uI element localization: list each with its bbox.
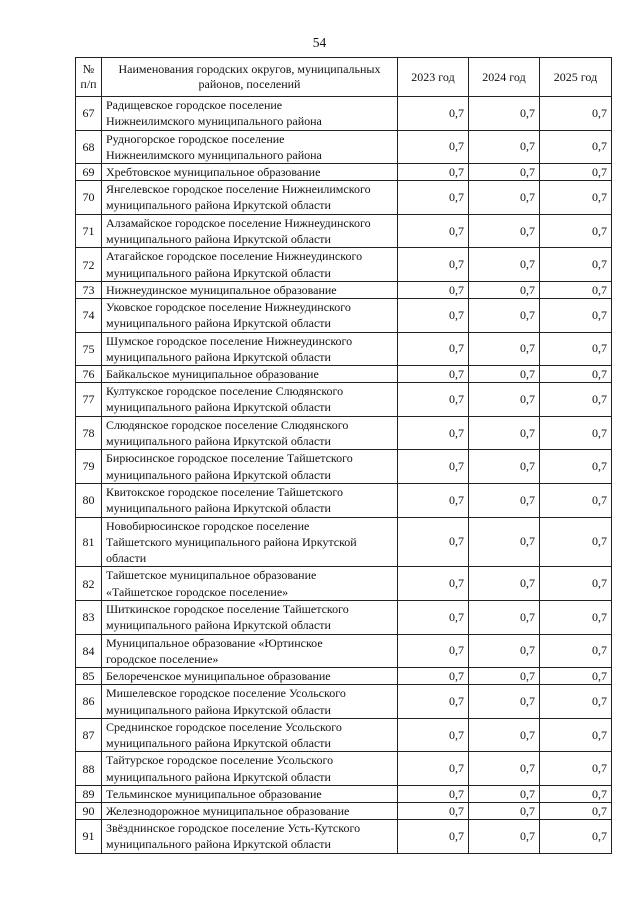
row-value-2024: 0,7	[469, 785, 540, 802]
row-value-2024: 0,7	[469, 517, 540, 567]
row-value-2023: 0,7	[398, 668, 469, 685]
row-value-2023: 0,7	[398, 567, 469, 601]
table-header-row	[76, 58, 612, 97]
row-name-line: Уковское городское поселение Нижнеудинского	[106, 299, 351, 314]
table-row	[76, 567, 612, 601]
row-name-line: Среднинское городское поселение Усольского	[106, 719, 342, 734]
row-name	[102, 298, 398, 332]
row-number: 87	[76, 718, 102, 752]
row-value-2025: 0,7	[540, 685, 612, 719]
row-name-line: Новобирюсинское городское поселение	[106, 518, 310, 533]
row-number: 75	[76, 332, 102, 366]
row-name-line: муниципального района Иркутской области	[106, 232, 331, 247]
row-value-2025: 0,7	[540, 517, 612, 567]
row-value-2025: 0,7	[540, 181, 612, 215]
row-value-2023: 0,7	[398, 164, 469, 181]
table-row	[76, 248, 612, 282]
row-name	[102, 130, 398, 164]
row-value-2024: 0,7	[469, 248, 540, 282]
row-number: 81	[76, 517, 102, 567]
row-value-2023: 0,7	[398, 332, 469, 366]
row-value-2023: 0,7	[398, 517, 469, 567]
row-value-2023: 0,7	[398, 718, 469, 752]
row-name-line: Байкальское муниципальное образование	[106, 367, 319, 382]
row-value-2025: 0,7	[540, 567, 612, 601]
table-row	[76, 802, 612, 819]
table-body	[76, 97, 612, 854]
row-value-2023: 0,7	[398, 752, 469, 786]
row-name-line: Янгелевское городское поселение Нижнеилимского	[106, 182, 371, 197]
row-value-2025: 0,7	[540, 383, 612, 417]
row-name	[102, 634, 398, 668]
row-value-2024: 0,7	[469, 450, 540, 484]
header-name-line: районов, поселений	[198, 77, 301, 91]
row-name-line: муниципального района Иркутской области	[106, 467, 331, 482]
row-name-line: Мишелевское городское поселение Усольского	[106, 686, 346, 701]
row-value-2025: 0,7	[540, 332, 612, 366]
row-value-2025: 0,7	[540, 668, 612, 685]
row-number: 73	[76, 281, 102, 298]
row-name-line: Култукское городское поселение Слюдянского	[106, 384, 344, 399]
row-value-2023: 0,7	[398, 416, 469, 450]
table-row	[76, 785, 612, 802]
row-name-line: Звёзднинское городское поселение Усть-Кутского	[106, 820, 361, 835]
row-number: 91	[76, 819, 102, 853]
row-number: 84	[76, 634, 102, 668]
row-value-2025: 0,7	[540, 450, 612, 484]
row-value-2023: 0,7	[398, 785, 469, 802]
row-name-line: Белореченское муниципальное образование	[106, 669, 331, 684]
row-name-line: муниципального района Иркутской области	[106, 400, 331, 415]
row-name-line: Нижнеудинское муниципальное образование	[106, 282, 337, 297]
row-name-line: муниципального района Иркутской области	[106, 316, 331, 331]
row-number: 69	[76, 164, 102, 181]
row-value-2023: 0,7	[398, 483, 469, 517]
table-row	[76, 332, 612, 366]
row-name-line: области	[106, 551, 147, 566]
row-number: 72	[76, 248, 102, 282]
row-number: 77	[76, 383, 102, 417]
row-name-line: Рудногорское городское поселение	[106, 131, 285, 146]
row-name-line: Атагайское городское поселение Нижнеудинского	[106, 249, 363, 264]
row-value-2024: 0,7	[469, 130, 540, 164]
row-number: 70	[76, 181, 102, 215]
row-value-2025: 0,7	[540, 281, 612, 298]
row-name	[102, 483, 398, 517]
table-row	[76, 416, 612, 450]
table-row	[76, 718, 612, 752]
row-number: 67	[76, 97, 102, 131]
row-value-2023: 0,7	[398, 819, 469, 853]
row-number: 88	[76, 752, 102, 786]
row-number: 90	[76, 802, 102, 819]
row-name-line: Тайшетского муниципального района Иркутской	[106, 534, 357, 549]
row-value-2024: 0,7	[469, 718, 540, 752]
row-name	[102, 601, 398, 635]
row-name-line: Шумское городское поселение Нижнеудинского	[106, 333, 353, 348]
table-row	[76, 298, 612, 332]
row-value-2024: 0,7	[469, 214, 540, 248]
table-row	[76, 130, 612, 164]
row-value-2024: 0,7	[469, 366, 540, 383]
table-row	[76, 752, 612, 786]
row-value-2025: 0,7	[540, 214, 612, 248]
row-value-2023: 0,7	[398, 685, 469, 719]
row-value-2025: 0,7	[540, 483, 612, 517]
row-name-line: Нижнеилимского муниципального района	[106, 147, 322, 162]
row-name-line: муниципального района Иркутской области	[106, 501, 331, 516]
row-value-2025: 0,7	[540, 718, 612, 752]
row-name-line: муниципального района Иркутской области	[106, 702, 331, 717]
row-value-2024: 0,7	[469, 416, 540, 450]
row-number: 71	[76, 214, 102, 248]
row-name	[102, 685, 398, 719]
row-value-2023: 0,7	[398, 130, 469, 164]
row-number: 85	[76, 668, 102, 685]
row-name-line: муниципального района Иркутской области	[106, 618, 331, 633]
row-value-2024: 0,7	[469, 601, 540, 635]
table-row	[76, 164, 612, 181]
row-value-2025: 0,7	[540, 802, 612, 819]
row-value-2025: 0,7	[540, 248, 612, 282]
row-name	[102, 819, 398, 853]
row-name-line: Шиткинское городское поселение Тайшетского	[106, 602, 349, 617]
row-number: 80	[76, 483, 102, 517]
row-name	[102, 164, 398, 181]
row-name-line: муниципального района Иркутской области	[106, 769, 331, 784]
row-name	[102, 97, 398, 131]
row-name-line: Нижнеилимского муниципального района	[106, 114, 322, 129]
header-2024: 2024 год	[469, 58, 540, 97]
row-name	[102, 718, 398, 752]
row-name-line: городское поселение»	[106, 651, 219, 666]
row-name	[102, 383, 398, 417]
row-name-line: Алзамайское городское поселение Нижнеудинского	[106, 215, 371, 230]
row-name	[102, 517, 398, 567]
row-value-2025: 0,7	[540, 752, 612, 786]
row-number: 74	[76, 298, 102, 332]
row-value-2025: 0,7	[540, 416, 612, 450]
table-row	[76, 668, 612, 685]
row-value-2024: 0,7	[469, 752, 540, 786]
row-name-line: Тайтурское городское поселение Усольского	[106, 753, 334, 768]
row-value-2024: 0,7	[469, 634, 540, 668]
row-name-line: муниципального района Иркутской области	[106, 434, 331, 449]
row-name-line: Тельминское муниципальное образование	[106, 786, 322, 801]
row-name-line: Хребтовское муниципальное образование	[106, 165, 321, 180]
table-row	[76, 685, 612, 719]
row-value-2023: 0,7	[398, 634, 469, 668]
row-value-2023: 0,7	[398, 450, 469, 484]
row-number: 68	[76, 130, 102, 164]
row-value-2023: 0,7	[398, 214, 469, 248]
row-value-2024: 0,7	[469, 802, 540, 819]
header-2025: 2025 год	[540, 58, 612, 97]
table-row	[76, 281, 612, 298]
table-row	[76, 483, 612, 517]
row-name	[102, 802, 398, 819]
row-name	[102, 332, 398, 366]
header-name	[102, 58, 398, 97]
table-row	[76, 366, 612, 383]
row-value-2024: 0,7	[469, 298, 540, 332]
row-value-2023: 0,7	[398, 248, 469, 282]
header-num-line: №	[82, 62, 95, 76]
row-value-2025: 0,7	[540, 130, 612, 164]
row-value-2024: 0,7	[469, 383, 540, 417]
row-value-2025: 0,7	[540, 97, 612, 131]
row-name-line: Муниципальное образование «Юртинское	[106, 635, 323, 650]
row-value-2024: 0,7	[469, 567, 540, 601]
row-name	[102, 214, 398, 248]
row-name	[102, 281, 398, 298]
row-value-2023: 0,7	[398, 366, 469, 383]
row-number: 76	[76, 366, 102, 383]
row-name-line: Слюдянское городское поселение Слюдянского	[106, 417, 349, 432]
row-name-line: Бирюсинское городское поселение Тайшетского	[106, 451, 353, 466]
row-value-2023: 0,7	[398, 383, 469, 417]
table-row	[76, 601, 612, 635]
table-row	[76, 181, 612, 215]
row-number: 86	[76, 685, 102, 719]
row-name-line: Радищевское городское поселение	[106, 98, 283, 112]
row-name	[102, 752, 398, 786]
table-row	[76, 819, 612, 853]
row-value-2023: 0,7	[398, 181, 469, 215]
row-value-2024: 0,7	[469, 181, 540, 215]
table-row	[76, 383, 612, 417]
row-name-line: Железнодорожное муниципальное образование	[106, 803, 350, 818]
header-name-line: Наименования городских округов, муниципальных	[118, 62, 381, 76]
table-row	[76, 634, 612, 668]
row-number: 79	[76, 450, 102, 484]
row-number: 78	[76, 416, 102, 450]
row-value-2024: 0,7	[469, 668, 540, 685]
table-row	[76, 214, 612, 248]
row-value-2024: 0,7	[469, 685, 540, 719]
row-value-2025: 0,7	[540, 366, 612, 383]
row-value-2023: 0,7	[398, 802, 469, 819]
table-row	[76, 517, 612, 567]
row-name	[102, 567, 398, 601]
row-name-line: муниципального района Иркутской области	[106, 736, 331, 751]
row-value-2025: 0,7	[540, 634, 612, 668]
row-name-line: муниципального района Иркутской области	[106, 349, 331, 364]
row-number: 89	[76, 785, 102, 802]
header-num	[76, 58, 102, 97]
row-name-line: муниципального района Иркутской области	[106, 265, 331, 280]
row-name	[102, 181, 398, 215]
row-value-2025: 0,7	[540, 785, 612, 802]
row-value-2024: 0,7	[469, 164, 540, 181]
row-value-2024: 0,7	[469, 819, 540, 853]
row-value-2023: 0,7	[398, 601, 469, 635]
row-name-line: Квитокское городское поселение Тайшетского	[106, 484, 344, 499]
header-num-line: п/п	[80, 77, 97, 91]
row-value-2025: 0,7	[540, 298, 612, 332]
row-value-2023: 0,7	[398, 97, 469, 131]
row-name-line: «Тайшетское городское поселение»	[106, 584, 289, 599]
row-value-2023: 0,7	[398, 298, 469, 332]
row-name-line: муниципального района Иркутской области	[106, 198, 331, 213]
row-value-2024: 0,7	[469, 97, 540, 131]
row-value-2024: 0,7	[469, 332, 540, 366]
row-number: 83	[76, 601, 102, 635]
header-2023: 2023 год	[398, 58, 469, 97]
row-number: 82	[76, 567, 102, 601]
row-name	[102, 785, 398, 802]
row-name-line: муниципального района Иркутской области	[106, 837, 331, 852]
table-row	[76, 450, 612, 484]
row-value-2024: 0,7	[469, 483, 540, 517]
row-value-2025: 0,7	[540, 819, 612, 853]
row-name	[102, 416, 398, 450]
row-name	[102, 248, 398, 282]
page-number: 54	[312, 35, 327, 50]
row-value-2024: 0,7	[469, 281, 540, 298]
row-name	[102, 668, 398, 685]
coefficients-table	[75, 57, 612, 854]
row-name-line: Тайшетское муниципальное образование	[106, 568, 317, 583]
row-name	[102, 366, 398, 383]
row-value-2025: 0,7	[540, 164, 612, 181]
row-name	[102, 450, 398, 484]
row-value-2025: 0,7	[540, 601, 612, 635]
row-value-2023: 0,7	[398, 281, 469, 298]
table-row	[76, 97, 612, 131]
